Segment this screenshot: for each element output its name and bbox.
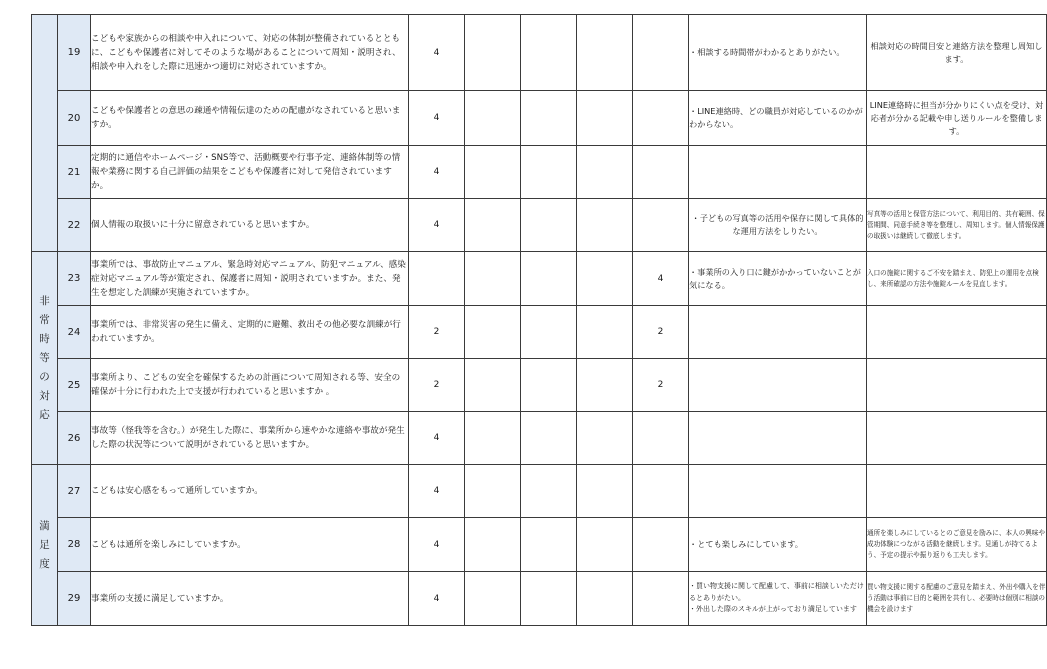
- count-unknown: [465, 15, 521, 91]
- item-number: 28: [58, 518, 91, 572]
- count-unknown: [465, 465, 521, 518]
- count-no: [521, 572, 577, 626]
- question-text: 事業所では、事故防止マニュアル、緊急時対応マニュアル、防犯マニュアル、感染症対応マニュアル等が策定され、保護者に周知・説明されていますか。また、発生を想定した訓練が実施されていますか。: [91, 252, 409, 306]
- count-yes: [409, 252, 465, 306]
- category-emergency: 非常時等の対応: [32, 252, 58, 465]
- parent-opinion: ・とても楽しみにしています。: [689, 518, 867, 572]
- item-number: 26: [58, 412, 91, 465]
- facility-response: [867, 306, 1047, 359]
- count-other: [577, 412, 633, 465]
- question-text: 事故等（怪我等を含む。）が発生した際に、事業所から速やかな連絡や事故が発生した際の状況等について説明がされていると思いますか。: [91, 412, 409, 465]
- parent-opinion: [689, 359, 867, 412]
- count-na: [633, 199, 689, 252]
- table-row: [32, 146, 1047, 199]
- count-na: 2: [633, 359, 689, 412]
- question-text: こどもは安心感をもって通所していますか。: [91, 465, 409, 518]
- count-other: [577, 199, 633, 252]
- count-unknown: [465, 306, 521, 359]
- facility-response: 通所を楽しみにしているとのご意見を励みに、本人の興味や成功体験につながる活動を継続します。見通しが持てるよう、予定の提示や振り返りも工夫します。: [867, 518, 1047, 572]
- parent-opinion: [689, 306, 867, 359]
- count-na: [633, 412, 689, 465]
- facility-response: [867, 465, 1047, 518]
- count-other: [577, 359, 633, 412]
- count-unknown: [465, 199, 521, 252]
- count-no: [521, 15, 577, 91]
- parent-opinion: ・LINE連絡時、どの職員が対応しているのかがわからない。: [689, 91, 867, 146]
- count-no: [521, 359, 577, 412]
- count-na: 2: [633, 306, 689, 359]
- question-text: 事業所より、こどもの安全を確保するための計画について周知される等、安全の確保が十分に行われた上で支援が行われていると思いますか 。: [91, 359, 409, 412]
- count-unknown: [465, 518, 521, 572]
- facility-response: 入口の施錠に関するご不安を踏まえ、防犯上の運用を点検し、来所確認の方法や施錠ルールを見直します。: [867, 252, 1047, 306]
- parent-opinion: [689, 465, 867, 518]
- count-yes: 4: [409, 199, 465, 252]
- count-other: [577, 15, 633, 91]
- count-unknown: [465, 91, 521, 146]
- evaluation-table: [31, 14, 1047, 626]
- count-na: [633, 15, 689, 91]
- count-other: [577, 306, 633, 359]
- parent-opinion: ・子どもの写真等の活用や保存に関して具体的な運用方法をしりたい。: [689, 199, 867, 252]
- category-cell-blank: [32, 15, 58, 252]
- count-yes: 4: [409, 15, 465, 91]
- facility-response: 相談対応の時間目安と連絡方法を整理し周知します。: [867, 15, 1047, 91]
- question-text: 定期的に通信やホームページ・SNS等で、活動概要や行事予定、連絡体制等の情報や業務に関する自己評価の結果をこどもや保護者に対して発信されていますか。: [91, 146, 409, 199]
- facility-response: 写真等の活用と保管方法について、利用目的、共有範囲、保管期間、同意手続き等を整理し、周知します。個人情報保護の取扱いは継続して徹底します。: [867, 199, 1047, 252]
- parent-opinion: ・買い物支援に関して配慮して、事前に相談しいただけるとありがたい。 ・外出した際のスキルが上がっており満足しています: [689, 572, 867, 626]
- item-number: 25: [58, 359, 91, 412]
- question-text: こどもは通所を楽しみにしていますか。: [91, 518, 409, 572]
- count-unknown: [465, 146, 521, 199]
- count-no: [521, 465, 577, 518]
- count-yes: 4: [409, 465, 465, 518]
- count-yes: 4: [409, 412, 465, 465]
- facility-response: LINE連絡時に担当が分かりにくい点を受け、対応者が分かる記載や申し送りルールを整備します。: [867, 91, 1047, 146]
- count-other: [577, 146, 633, 199]
- item-number: 19: [58, 15, 91, 91]
- table-row: [32, 572, 1047, 626]
- count-na: 4: [633, 252, 689, 306]
- facility-response: [867, 146, 1047, 199]
- item-number: 23: [58, 252, 91, 306]
- item-number: 21: [58, 146, 91, 199]
- item-number: 20: [58, 91, 91, 146]
- table-row: [32, 412, 1047, 465]
- facility-response: [867, 412, 1047, 465]
- item-number: 24: [58, 306, 91, 359]
- category-satisfaction: 満足度: [32, 465, 58, 626]
- table-row: [32, 518, 1047, 572]
- count-no: [521, 91, 577, 146]
- count-na: [633, 572, 689, 626]
- count-no: [521, 252, 577, 306]
- count-unknown: [465, 359, 521, 412]
- count-yes: 4: [409, 91, 465, 146]
- table-row: [32, 306, 1047, 359]
- count-na: [633, 465, 689, 518]
- item-number: 27: [58, 465, 91, 518]
- count-other: [577, 252, 633, 306]
- count-unknown: [465, 412, 521, 465]
- count-unknown: [465, 572, 521, 626]
- count-other: [577, 465, 633, 518]
- count-no: [521, 306, 577, 359]
- parent-opinion: ・事業所の入り口に鍵がかかっていないことが気になる。: [689, 252, 867, 306]
- facility-response: 買い物支援に関する配慮のご意見を踏まえ、外出や購入を伴う活動は事前に目的と範囲を共有し、必要時は個別に相談の機会を設けます: [867, 572, 1047, 626]
- item-number: 22: [58, 199, 91, 252]
- question-text: こどもや保護者との意思の疎通や情報伝達のための配慮がなされていると思いますか。: [91, 91, 409, 146]
- table-row: [32, 199, 1047, 252]
- count-no: [521, 412, 577, 465]
- count-other: [577, 572, 633, 626]
- parent-opinion: [689, 412, 867, 465]
- count-other: [577, 518, 633, 572]
- count-other: [577, 91, 633, 146]
- count-unknown: [465, 252, 521, 306]
- facility-response: [867, 359, 1047, 412]
- table-row: [32, 91, 1047, 146]
- table-row: [32, 15, 1047, 91]
- count-yes: 2: [409, 359, 465, 412]
- count-yes: 4: [409, 518, 465, 572]
- count-no: [521, 518, 577, 572]
- count-na: [633, 146, 689, 199]
- parent-opinion: [689, 146, 867, 199]
- table-row: [32, 252, 1047, 306]
- count-no: [521, 146, 577, 199]
- question-text: 事業所の支援に満足していますか。: [91, 572, 409, 626]
- count-yes: 2: [409, 306, 465, 359]
- table-row: [32, 359, 1047, 412]
- count-no: [521, 199, 577, 252]
- question-text: 個人情報の取扱いに十分に留意されていると思いますか。: [91, 199, 409, 252]
- item-number: 29: [58, 572, 91, 626]
- table-row: [32, 465, 1047, 518]
- parent-opinion: ・相談する時間帯がわかるとありがたい。: [689, 15, 867, 91]
- question-text: 事業所では、非常災害の発生に備え、定期的に避難、救出その他必要な訓練が行われていますか。: [91, 306, 409, 359]
- count-yes: 4: [409, 146, 465, 199]
- count-na: [633, 518, 689, 572]
- count-yes: 4: [409, 572, 465, 626]
- count-na: [633, 91, 689, 146]
- question-text: こどもや家族からの相談や申入れについて、対応の体制が整備されているとともに、こどもや保護者に対してそのような場があることについて周知・説明され、相談や申入れをした際に迅速かつ適切に対応されていますか。: [91, 15, 409, 91]
